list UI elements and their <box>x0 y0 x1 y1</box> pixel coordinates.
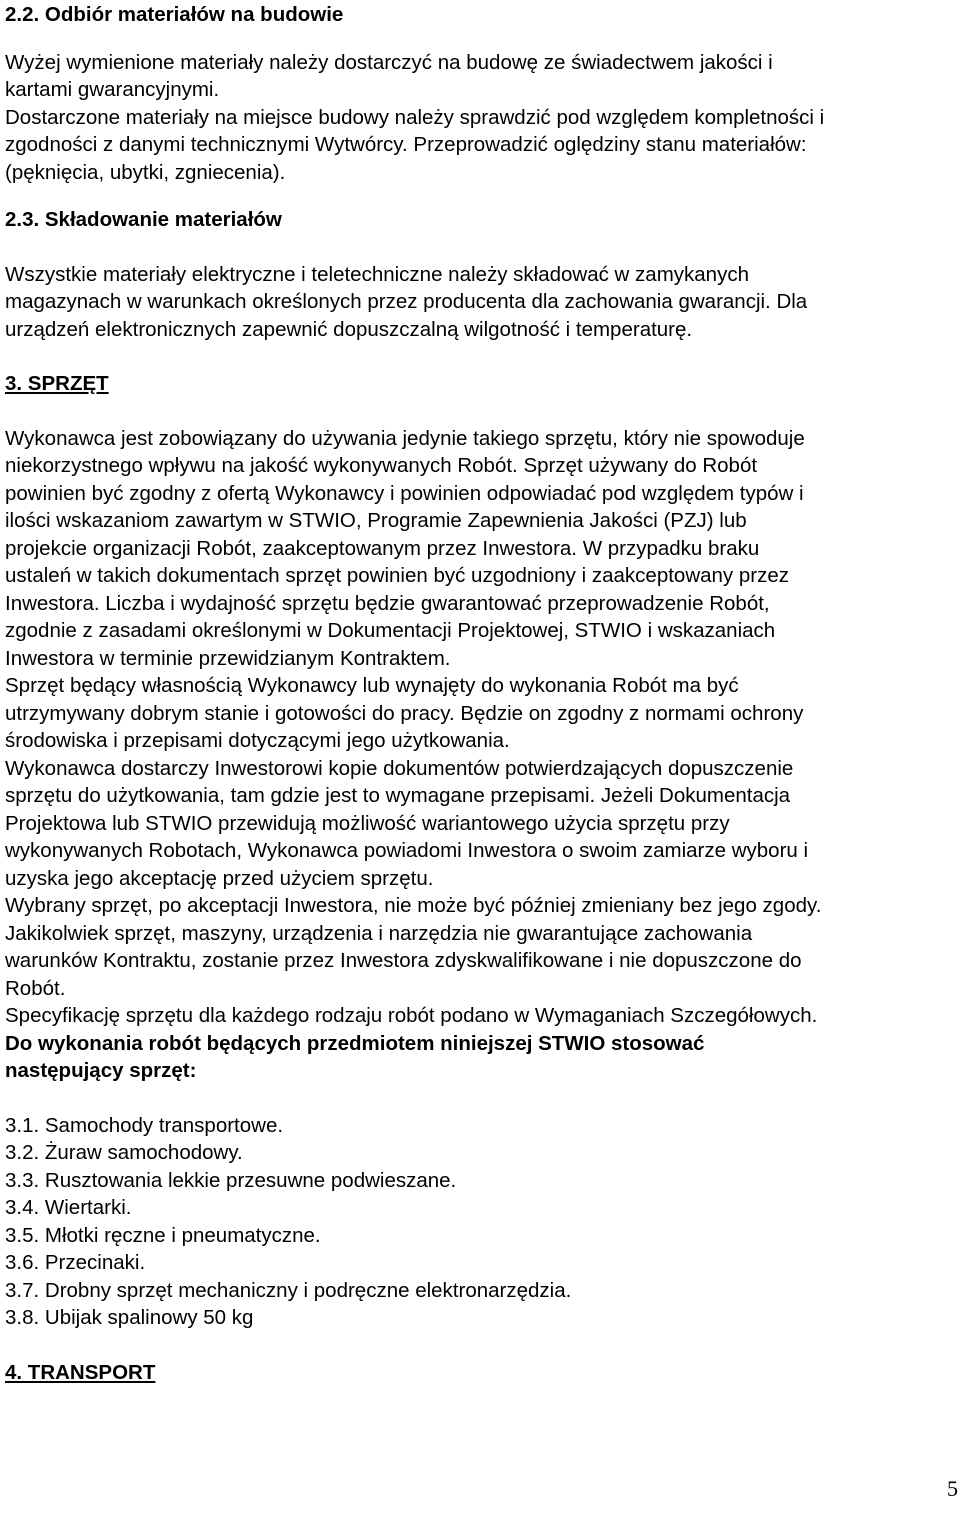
equipment-list <box>5 1112 953 1332</box>
list-item: 3.8. Ubijak spalinowy 50 kg <box>5 1306 254 1329</box>
paragraph-line: Specyfikację sprzętu dla każdego rodzaju robót podano w Wymaganiach Szczegółowych. <box>5 1004 818 1027</box>
paragraph-line: magazynach w warunkach określonych przez producenta dla zachowania gwarancji. Dla <box>5 290 808 313</box>
section-heading-2-2: 2.2. Odbiór materiałów na budowie <box>5 3 344 26</box>
list-item: 3.5. Młotki ręczne i pneumatyczne. <box>5 1223 321 1247</box>
list-item: 3.6. Przecinaki. <box>5 1251 146 1274</box>
paragraph-line: niekorzystnego wpływu na jakość wykonywanych Robót. Sprzęt używany do Robót <box>5 454 758 477</box>
paragraph-line: zgodności z danymi technicznymi Wytwórcy. Przeprowadzić oględziny stanu materiałów: <box>5 133 807 156</box>
paragraph-line: Wykonawca jest zobowiązany do używania jedynie takiego sprzętu, który nie spowoduje <box>5 426 805 450</box>
bold-paragraph-line: następujący sprzęt: <box>5 1059 197 1082</box>
paragraph-line: Sprzęt będący własnością Wykonawcy lub wynajęty do wykonania Robót ma być <box>5 674 739 697</box>
paragraph-line: ustaleń w takich dokumentach sprzęt powinien być uzgodniony i zaakceptowany przez <box>5 564 789 587</box>
paragraph-line: wykonywanych Robotach, Wykonawca powiadomi Inwestora o swoim zamiarze wyboru i <box>5 839 809 862</box>
paragraph-line: Inwestora. Liczba i wydajność sprzętu będzie gwarantować przeprowadzenie Robót, <box>5 591 770 615</box>
section-2-3-body <box>5 261 953 344</box>
paragraph-line: urządzeń elektronicznych zapewnić dopuszczalną wilgotność i temperaturę. <box>5 317 693 341</box>
paragraph-line: Projektowa lub STWIO przewidują możliwość wariantowego użycia sprzętu przy <box>5 811 730 835</box>
paragraph-line: Wykonawca dostarczy Inwestorowi kopie dokumentów potwierdzających dopuszczenie <box>5 756 794 780</box>
paragraph-line: uzyska jego akceptację przed użyciem sprzętu. <box>5 866 434 890</box>
paragraph-line: zgodnie z zasadami określonymi w Dokumentacji Projektowej, STWIO i wskazaniach <box>5 619 776 642</box>
paragraph-line: (pęknięcia, ubytki, zgniecenia). <box>5 160 286 184</box>
list-item: 3.4. Wiertarki. <box>5 1196 132 1219</box>
section-heading-2-3: 2.3. Składowanie materiałów <box>5 208 282 231</box>
page-number: 5 <box>947 1476 958 1501</box>
paragraph-line: warunków Kontraktu, zostanie przez Inwestora zdyskwalifikowane i nie dopuszczone do <box>5 949 802 972</box>
paragraph-line: Inwestora w terminie przewidzianym Kontraktem. <box>5 646 451 670</box>
paragraph-line: projekcie organizacji Robót, zaakceptowanym przez Inwestora. W przypadku braku <box>5 536 760 560</box>
paragraph-line: Wyżej wymienione materiały należy dostarczyć na budowę ze świadectwem jakości i <box>5 50 773 74</box>
bold-paragraph-line: Do wykonania robót będących przedmiotem niniejszej STWIO stosować <box>5 1031 705 1055</box>
paragraph-line: środowiska i przepisami dotyczącymi jego użytkowania. <box>5 729 510 752</box>
list-item: 3.7. Drobny sprzęt mechaniczny i podręczne elektronarzędzia. <box>5 1278 572 1302</box>
paragraph-line: Robót. <box>5 976 66 1000</box>
section-heading-3: 3. SPRZĘT <box>5 372 109 395</box>
section-heading-4: 4. TRANSPORT <box>5 1360 156 1384</box>
document-page <box>5 0 953 1386</box>
paragraph-line: ilości wskazaniom zawartym w STWIO, Programie Zapewnienia Jakości (PZJ) lub <box>5 509 747 532</box>
paragraph-line: Dostarczone materiały na miejsce budowy należy sprawdzić pod względem kompletności i <box>5 105 825 129</box>
list-item: 3.1. Samochody transportowe. <box>5 1113 284 1137</box>
section-2-2-body <box>5 49 953 187</box>
list-item: 3.3. Rusztowania lekkie przesuwne podwieszane. <box>5 1168 457 1192</box>
paragraph-line: kartami gwarancyjnymi. <box>5 78 220 101</box>
list-item: 3.2. Żuraw samochodowy. <box>5 1141 243 1164</box>
paragraph-line: Wszystkie materiały elektryczne i teletechniczne należy składować w zamykanych <box>5 262 749 286</box>
paragraph-line: Jakikolwiek sprzęt, maszyny, urządzenia i narzędzia nie gwarantujące zachowania <box>5 921 753 945</box>
paragraph-line: sprzętu do użytkowania, tam gdzie jest to wymagane przepisami. Jeżeli Dokumentacja <box>5 784 791 807</box>
paragraph-line: Wybrany sprzęt, po akceptacji Inwestora, nie może być później zmieniany bez jego zgody. <box>5 894 822 917</box>
paragraph-line: powinien być zgodny z ofertą Wykonawcy i powinien odpowiadać pod względem typów i <box>5 481 804 505</box>
section-3-body <box>5 425 953 1085</box>
paragraph-line: utrzymywany dobrym stanie i gotowości do pracy. Będzie on zgodny z normami ochrony <box>5 701 804 725</box>
